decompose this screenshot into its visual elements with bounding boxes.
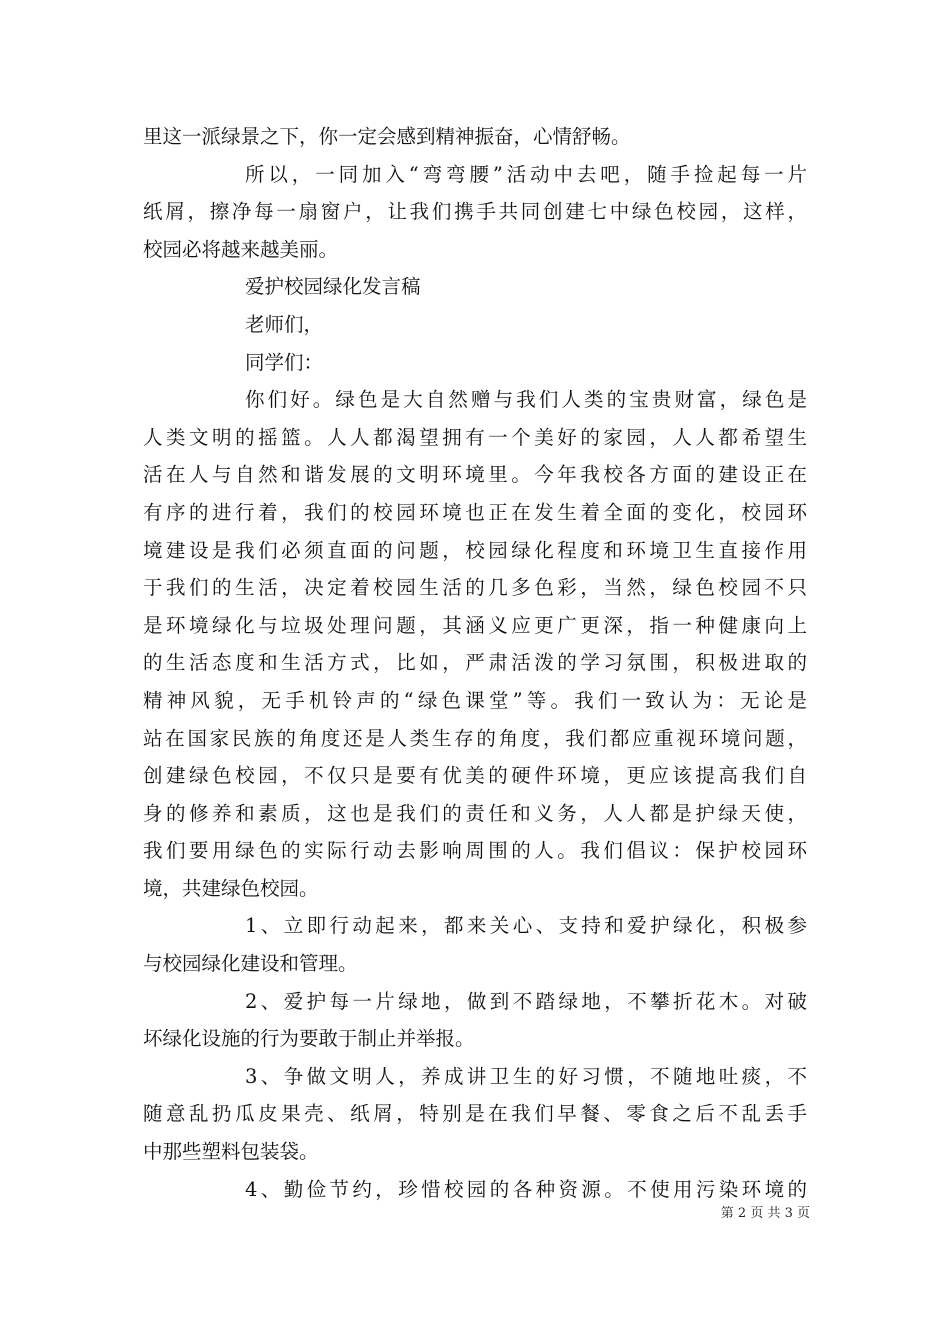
text-line: 站在国家民族的角度还是人类生存的角度，我们都应重视环境问题， — [143, 726, 807, 750]
text-line: 创建绿色校园，不仅只是要有优美的硬件环境，更应该提高我们自 — [143, 764, 807, 788]
text-line: 坏绿化设施的行为要敢于制止并举报。 — [143, 1027, 475, 1051]
text-line: 是环境绿化与垃圾处理问题，其涵义应更广更深，指一种健康向上 — [143, 613, 807, 637]
text-line: 境，共建绿色校园。 — [143, 876, 319, 900]
text-line: 精神风貌，无手机铃声的“绿色课堂”等。我们一致认为：无论是 — [143, 688, 807, 712]
text-line: 爱护校园绿化发言稿 — [245, 275, 421, 299]
text-line: 所以，一同加入“弯弯腰”活动中去吧，随手捡起每一片 — [245, 162, 807, 186]
text-line: 4、勤俭节约，珍惜校园的各种资源。不使用污染环境的 — [245, 1177, 807, 1201]
text-line: 里这一派绿景之下，你一定会感到精神振奋，心情舒畅。 — [143, 125, 631, 148]
text-line: 活在人与自然和谐发展的文明环境里。今年我校各方面的建设正在 — [143, 463, 807, 487]
text-line: 1、立即行动起来，都来关心、支持和爱护绿化，积极参 — [245, 914, 807, 938]
text-line: 老师们， — [245, 312, 324, 336]
text-line: 人类文明的摇篮。人人都渴望拥有一个美好的家园，人人都希望生 — [143, 425, 807, 449]
text-line: 校园必将越来越美丽。 — [143, 237, 339, 261]
text-line: 中那些塑料包装袋。 — [143, 1140, 319, 1164]
page-number-footer: 第 2 页 共 3 页 — [720, 1206, 810, 1221]
text-line: 你们好。绿色是大自然赠与我们人类的宝贵财富，绿色是 — [245, 388, 807, 412]
text-line: 2、爱护每一片绿地，做到不踏绿地，不攀折花木。对破 — [245, 989, 807, 1013]
text-line: 身的修养和素质，这也是我们的责任和义务，人人都是护绿天使， — [143, 801, 807, 825]
text-line: 我们要用绿色的实际行动去影响周围的人。我们倡议：保护校园环 — [143, 839, 807, 863]
text-line: 随意乱扔瓜皮果壳、纸屑，特别是在我们早餐、零食之后不乱丢手 — [143, 1102, 807, 1126]
text-line: 境建设是我们必须直面的问题，校园绿化程度和环境卫生直接作用 — [143, 538, 807, 562]
text-line: 有序的进行着，我们的校园环境也正在发生着全面的变化，校园环 — [143, 500, 807, 524]
text-line: 3、争做文明人，养成讲卫生的好习惯，不随地吐痰，不 — [245, 1064, 807, 1088]
document-body — [143, 118, 807, 1208]
text-line: 于我们的生活，决定着校园生活的几多色彩，当然，绿色校园不只 — [143, 576, 807, 600]
text-line: 的生活态度和生活方式，比如，严肃活泼的学习氛围，积极进取的 — [143, 651, 807, 675]
text-line: 同学们： — [245, 350, 324, 374]
text-line: 与校园绿化建设和管理。 — [143, 952, 358, 976]
text-line: 纸屑，擦净每一扇窗户，让我们携手共同创建七中绿色校园，这样， — [143, 200, 807, 224]
